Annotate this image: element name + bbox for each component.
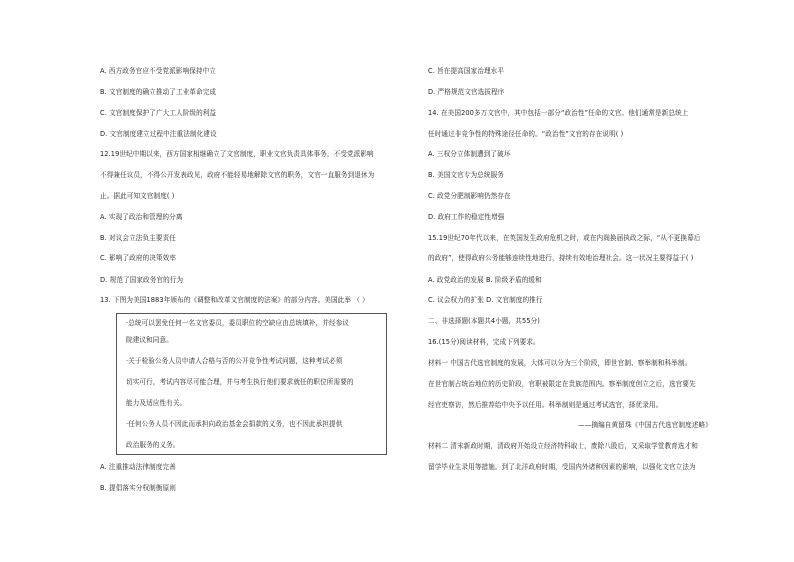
material-1-line-2: 在世官制占统治地位的历史阶段，官职被限定在贵族范围内。察举制度创立之后，选官要先 xyxy=(428,380,696,388)
q13-source-box xyxy=(116,313,387,455)
box-line-7: 政治服务的义务。 xyxy=(126,441,180,449)
q11-option-a: A. 西方政务官应不受党派影响保持中立 xyxy=(100,67,216,75)
q15-stem-line-1: 15.19世纪70年代以来，在英国发生政府危机之时，或在内阁换届执政之际，“从不更换幕后 xyxy=(428,234,701,242)
q12-option-a: A. 实现了政治和管理的分离 xyxy=(100,213,183,221)
section-2-heading: 二、非选择题(本题共4小题，共55分) xyxy=(428,317,540,325)
q14-option-c: C. 政党分肥制影响仍然存在 xyxy=(428,192,511,200)
q15-stem-line-2: 的政府”，使得政府公务能够连续性地进行，持续有效地治理社会。这一状况主要得益于( ) xyxy=(428,254,694,262)
material-1-line-1: 材料一 中国古代选官制度的发展，大体可以分为三个阶段，即世官制、察举制和科举制。 xyxy=(428,359,692,367)
q13-option-a: A. 注重推动法律制度完善 xyxy=(100,463,176,471)
material-1-line-3: 经官吏察访，然后推荐给中央予以任用。科举制则是通过考试选官，择优录用。 xyxy=(428,401,663,409)
q15-options-ab: A. 政党政治的发展 B. 阶级矛盾的缓和 xyxy=(428,276,542,284)
q12-stem-line-1: 12.19世纪中期以来，西方国家相继确立了文官制度，职业文官负责具体事务，不受党派影响 xyxy=(100,150,374,158)
q13-option-b: B. 提倡落实分权制衡原则 xyxy=(100,484,176,492)
q12-stem-line-2: 不得兼任议员，不得公开发表政见，政府不能轻易地解除文官的职务，文官一直服务到退休为 xyxy=(100,171,375,179)
q13-option-d: D. 严格规范文官选拔程序 xyxy=(428,88,505,96)
q14-option-a: A. 三权分立体制遭到了破坏 xyxy=(428,150,511,158)
box-line-1: ·总统可以罢免任何一名文官委员，委员职位的空缺应由总统填补，并经参议 xyxy=(126,319,350,327)
q12-option-c: C. 影响了政府的决策效率 xyxy=(100,254,177,262)
q11-option-b: B. 文官制度的确立推动了工业革命完成 xyxy=(100,88,217,96)
q11-option-d: D. 文官制度建立过程中注重法制化建设 xyxy=(100,130,217,138)
q13-option-c: C. 旨在提高国家治理水平 xyxy=(428,67,505,75)
box-line-4: 切实可行，考试内容尽可能合理，并与考生执行他们要求就任的职位所需要的 xyxy=(126,378,354,386)
material-2-line-1: 材料二 清末新政时期，清政府开始设立经济特科取士，废除八股后，又采取学堂教育选才和 xyxy=(428,442,698,450)
q12-option-b: B. 对议会立法负主要责任 xyxy=(100,234,176,242)
box-line-2: 院建议和同意。 xyxy=(126,336,173,344)
q14-option-b: B. 美国文官专为总统服务 xyxy=(428,171,504,179)
q11-option-c: C. 文官制度保护了广大工人阶级的利益 xyxy=(100,109,217,117)
material-1-source: ——摘编自黄留珠《中国古代选官制度述略》 xyxy=(578,421,712,429)
q16-stem: 16.(15分)阅读材料，完成下列要求。 xyxy=(428,338,540,346)
material-2-line-2: 留学毕业生录用等措施。到了北洋政府时期，受国内外诸种因素的影响，以强化文官立法为 xyxy=(428,463,696,471)
q13-stem: 13. 下图为美国1883年颁布的《调整和改革文官制度的法案》的部分内容。美国此举 （ ） xyxy=(100,296,369,304)
q12-stem-line-3: 止。据此可知文官制度( ) xyxy=(100,192,175,200)
q14-stem-line-2: 任时通过非竞争性的特殊途径任命的。“政治性”文官的存在说明( ) xyxy=(428,130,624,138)
q14-option-d: D. 政府工作的稳定性增强 xyxy=(428,213,505,221)
box-line-3: ·关于检验公务人员申请人合格与否的公开竞争性考试问题，这种考试必须 xyxy=(126,357,343,365)
box-line-5: 能力及适应性有关。 xyxy=(126,399,187,407)
q12-option-d: D. 规范了国家政务官的行为 xyxy=(100,276,184,284)
q15-options-cd: C. 议会权力的扩张 D. 文官制度的推行 xyxy=(428,296,543,304)
q14-stem-line-1: 14. 在美国200多万文官中，其中包括一部分“政治性”任命的文官。他们通常是新总统上 xyxy=(428,109,689,117)
box-line-6: ·任何公务人员不因此而承担向政治基金会捐款的义务，也不因此承担提供 xyxy=(126,420,343,428)
